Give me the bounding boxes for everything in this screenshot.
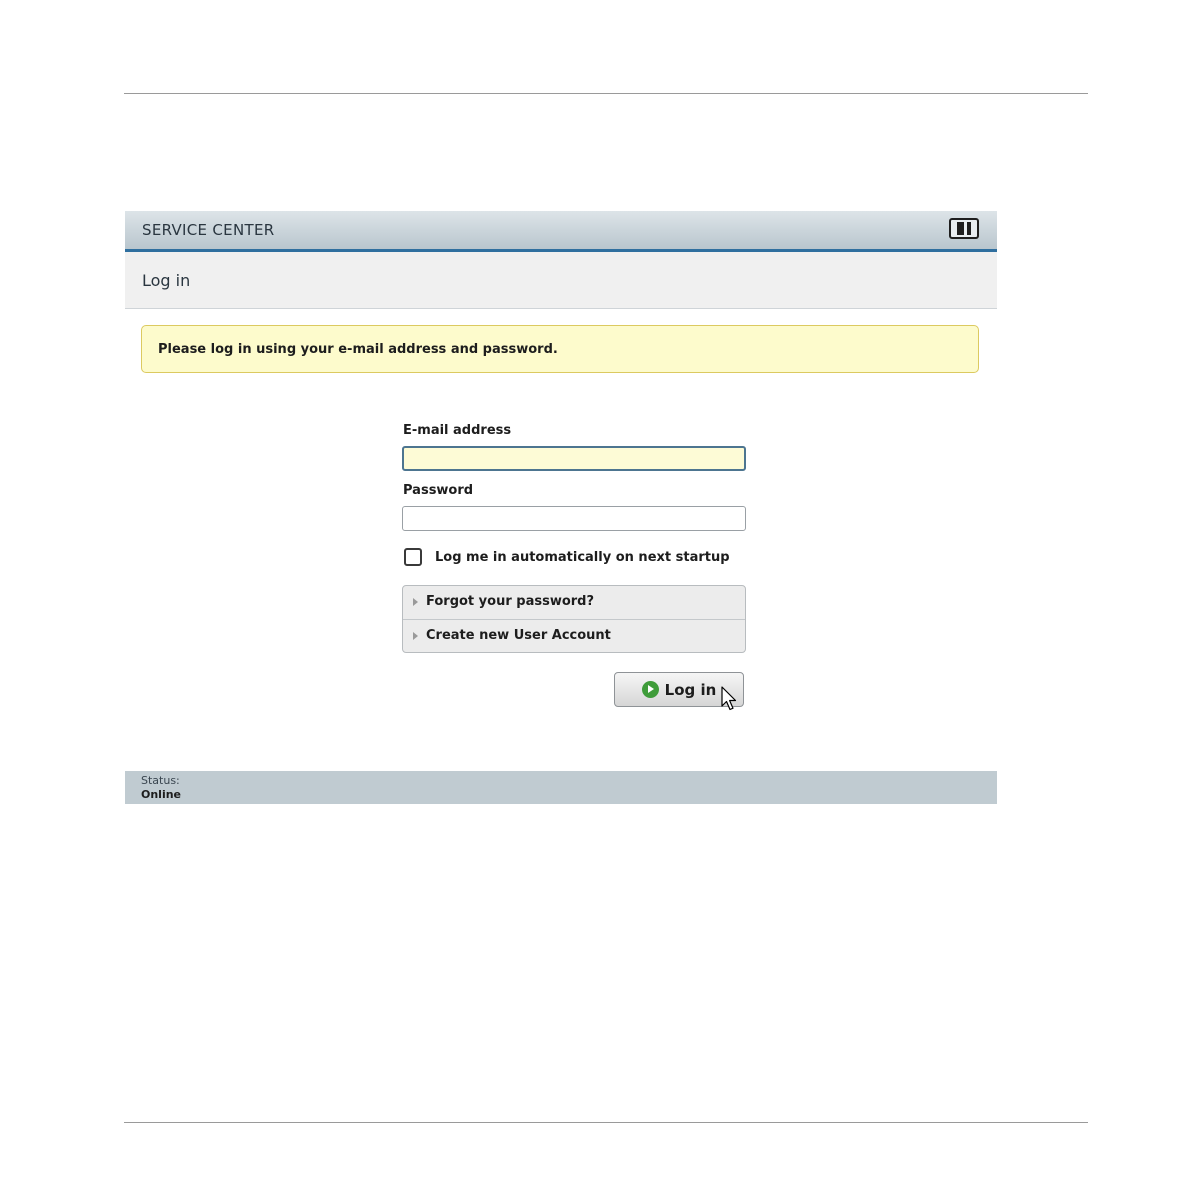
status-label: Status:	[141, 774, 180, 787]
bottom-rule	[124, 1122, 1088, 1123]
auto-login-checkbox[interactable]	[404, 548, 422, 566]
forgot-password-link[interactable]	[403, 586, 745, 619]
expand-arrow-icon	[413, 632, 418, 640]
mouse-cursor-icon	[721, 686, 739, 712]
service-center-window	[125, 211, 997, 804]
play-icon	[642, 681, 659, 698]
status-bar	[125, 771, 997, 804]
create-account-link[interactable]	[403, 619, 745, 653]
forgot-password-label: Forgot your password?	[426, 594, 595, 609]
expand-arrow-icon	[413, 598, 418, 606]
top-rule	[124, 93, 1088, 94]
create-account-label: Create new User Account	[426, 628, 611, 643]
page-title: Log in	[142, 271, 191, 290]
page-header	[125, 252, 997, 309]
app-header	[125, 211, 997, 252]
email-field[interactable]	[402, 446, 746, 471]
account-links-panel	[402, 585, 746, 653]
app-title: SERVICE CENTER	[142, 221, 275, 239]
notice-message: Please log in using your e-mail address and password.	[158, 342, 558, 357]
status-value: Online	[141, 788, 182, 801]
password-field[interactable]	[402, 506, 746, 531]
native-instruments-logo-icon	[949, 218, 979, 239]
email-label: E-mail address	[403, 423, 512, 438]
auto-login-label[interactable]: Log me in automatically on next startup	[435, 550, 730, 565]
password-label: Password	[403, 483, 474, 498]
login-button-label: Log in	[664, 680, 717, 699]
info-notice	[141, 325, 979, 373]
